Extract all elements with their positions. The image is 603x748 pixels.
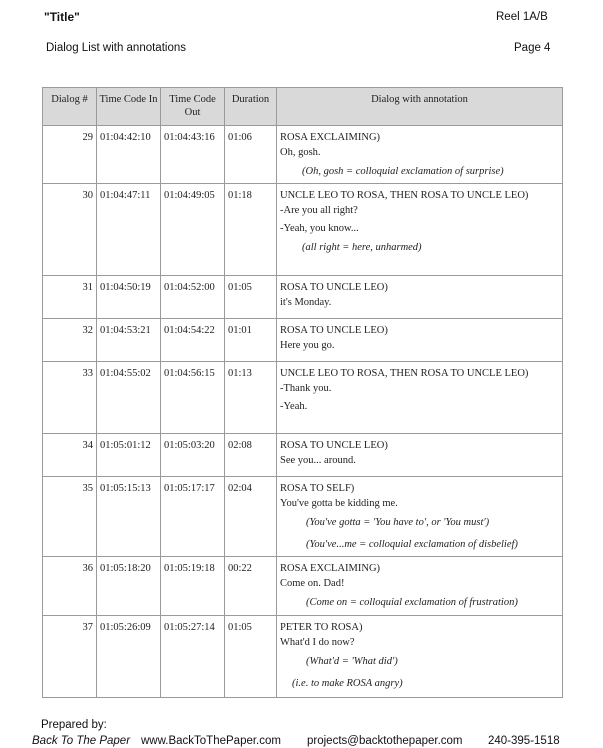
col-header-time-code-in: Time Code In — [97, 88, 161, 126]
time-code-in: 01:04:55:02 — [97, 362, 161, 434]
dialog-line: -Are you all right? — [280, 205, 358, 216]
annotation: (You've...me = colloquial exclamation of disbelief) — [306, 539, 518, 550]
doc-title: "Title" — [44, 10, 80, 24]
duration: 01:13 — [225, 362, 277, 434]
speaker-direction: ROSA TO UNCLE LEO) — [280, 282, 388, 293]
time-code-out: 01:05:17:17 — [161, 477, 225, 557]
speaker-direction: ROSA TO UNCLE LEO) — [280, 325, 388, 336]
dialog-cell — [277, 434, 563, 477]
col-header-time-code-out: Time Code Out — [161, 88, 225, 126]
speaker-direction: UNCLE LEO TO ROSA, THEN ROSA TO UNCLE LEO) — [280, 190, 529, 201]
dialog-line: it's Monday. — [280, 297, 332, 308]
dialog-line: -Thank you. — [280, 383, 332, 394]
reel-label: Reel 1A/B — [496, 11, 548, 23]
table-row — [43, 616, 563, 698]
dialog-line: What'd I do now? — [280, 637, 355, 648]
table-row — [43, 276, 563, 319]
dialog-number: 33 — [43, 362, 97, 434]
speaker-direction: ROSA EXCLAIMING) — [280, 132, 381, 143]
table-row — [43, 477, 563, 557]
annotation: (Come on = colloquial exclamation of frustration) — [306, 597, 518, 608]
time-code-in: 01:05:26:09 — [97, 616, 161, 698]
time-code-out: 01:05:27:14 — [161, 616, 225, 698]
dialog-line: Here you go. — [280, 340, 335, 351]
table-row — [43, 126, 563, 184]
dialog-number: 30 — [43, 184, 97, 276]
duration: 01:18 — [225, 184, 277, 276]
table-header-row — [43, 88, 563, 126]
time-code-in: 01:04:47:11 — [97, 184, 161, 276]
dialog-table — [42, 87, 563, 698]
dialog-cell — [277, 362, 563, 434]
time-code-out: 01:04:43:16 — [161, 126, 225, 184]
table-row — [43, 434, 563, 477]
time-code-in: 01:05:01:12 — [97, 434, 161, 477]
time-code-in: 01:05:15:13 — [97, 477, 161, 557]
dialog-number: 29 — [43, 126, 97, 184]
dialog-number: 37 — [43, 616, 97, 698]
speaker-direction: UNCLE LEO TO ROSA, THEN ROSA TO UNCLE LEO) — [280, 368, 529, 379]
time-code-out: 01:05:19:18 — [161, 557, 225, 616]
annotation: (What'd = 'What did') — [306, 656, 398, 667]
dialog-cell — [277, 319, 563, 362]
dialog-line: -Yeah, you know... — [280, 223, 359, 234]
dialog-number: 34 — [43, 434, 97, 477]
duration: 01:01 — [225, 319, 277, 362]
table-row — [43, 184, 563, 276]
phone-number: 240-395-1518 — [488, 735, 560, 747]
dialog-line: Come on. Dad! — [280, 578, 345, 589]
speaker-direction: ROSA TO UNCLE LEO) — [280, 440, 388, 451]
table-row — [43, 319, 563, 362]
duration: 01:05 — [225, 276, 277, 319]
dialog-cell — [277, 126, 563, 184]
duration: 00:22 — [225, 557, 277, 616]
dialog-cell — [277, 276, 563, 319]
duration: 01:05 — [225, 616, 277, 698]
table-row — [43, 557, 563, 616]
annotation: (i.e. to make ROSA angry) — [292, 678, 403, 689]
duration: 02:08 — [225, 434, 277, 477]
website-link[interactable]: www.BackToThePaper.com — [141, 735, 281, 747]
email-link[interactable]: projects@backtothepaper.com — [307, 735, 463, 747]
time-code-in: 01:05:18:20 — [97, 557, 161, 616]
annotation: (all right = here, unharmed) — [302, 242, 422, 253]
time-code-in: 01:04:53:21 — [97, 319, 161, 362]
speaker-direction: PETER TO ROSA) — [280, 622, 363, 633]
dialog-line: Oh, gosh. — [280, 147, 321, 158]
time-code-out: 01:04:49:05 — [161, 184, 225, 276]
dialog-number: 36 — [43, 557, 97, 616]
time-code-out: 01:04:52:00 — [161, 276, 225, 319]
dialog-cell — [277, 184, 563, 276]
speaker-direction: ROSA TO SELF) — [280, 483, 355, 494]
dialog-cell — [277, 557, 563, 616]
company-name: Back To The Paper — [32, 735, 131, 747]
time-code-out: 01:04:56:15 — [161, 362, 225, 434]
dialog-line: -Yeah. — [280, 401, 308, 412]
prepared-by-label: Prepared by: — [41, 719, 107, 731]
time-code-out: 01:04:54:22 — [161, 319, 225, 362]
col-header-dialog-annotation: Dialog with annotation — [277, 88, 563, 126]
table-row — [43, 362, 563, 434]
duration: 01:06 — [225, 126, 277, 184]
dialog-number: 35 — [43, 477, 97, 557]
dialog-line: You've gotta be kidding me. — [280, 498, 398, 509]
dialog-line: See you... around. — [280, 455, 356, 466]
speaker-direction: ROSA EXCLAIMING) — [280, 563, 381, 574]
dialog-number: 32 — [43, 319, 97, 362]
time-code-in: 01:04:42:10 — [97, 126, 161, 184]
col-header-dialog-number: Dialog # — [43, 88, 97, 126]
time-code-out: 01:05:03:20 — [161, 434, 225, 477]
col-header-duration: Duration — [225, 88, 277, 126]
dialog-cell — [277, 477, 563, 557]
page-number: Page 4 — [514, 42, 551, 54]
annotation: (You've gotta = 'You have to', or 'You must') — [306, 517, 490, 528]
doc-subtitle: Dialog List with annotations — [46, 42, 186, 54]
dialog-number: 31 — [43, 276, 97, 319]
dialog-cell — [277, 616, 563, 698]
duration: 02:04 — [225, 477, 277, 557]
annotation: (Oh, gosh = colloquial exclamation of surprise) — [302, 166, 504, 177]
time-code-in: 01:04:50:19 — [97, 276, 161, 319]
